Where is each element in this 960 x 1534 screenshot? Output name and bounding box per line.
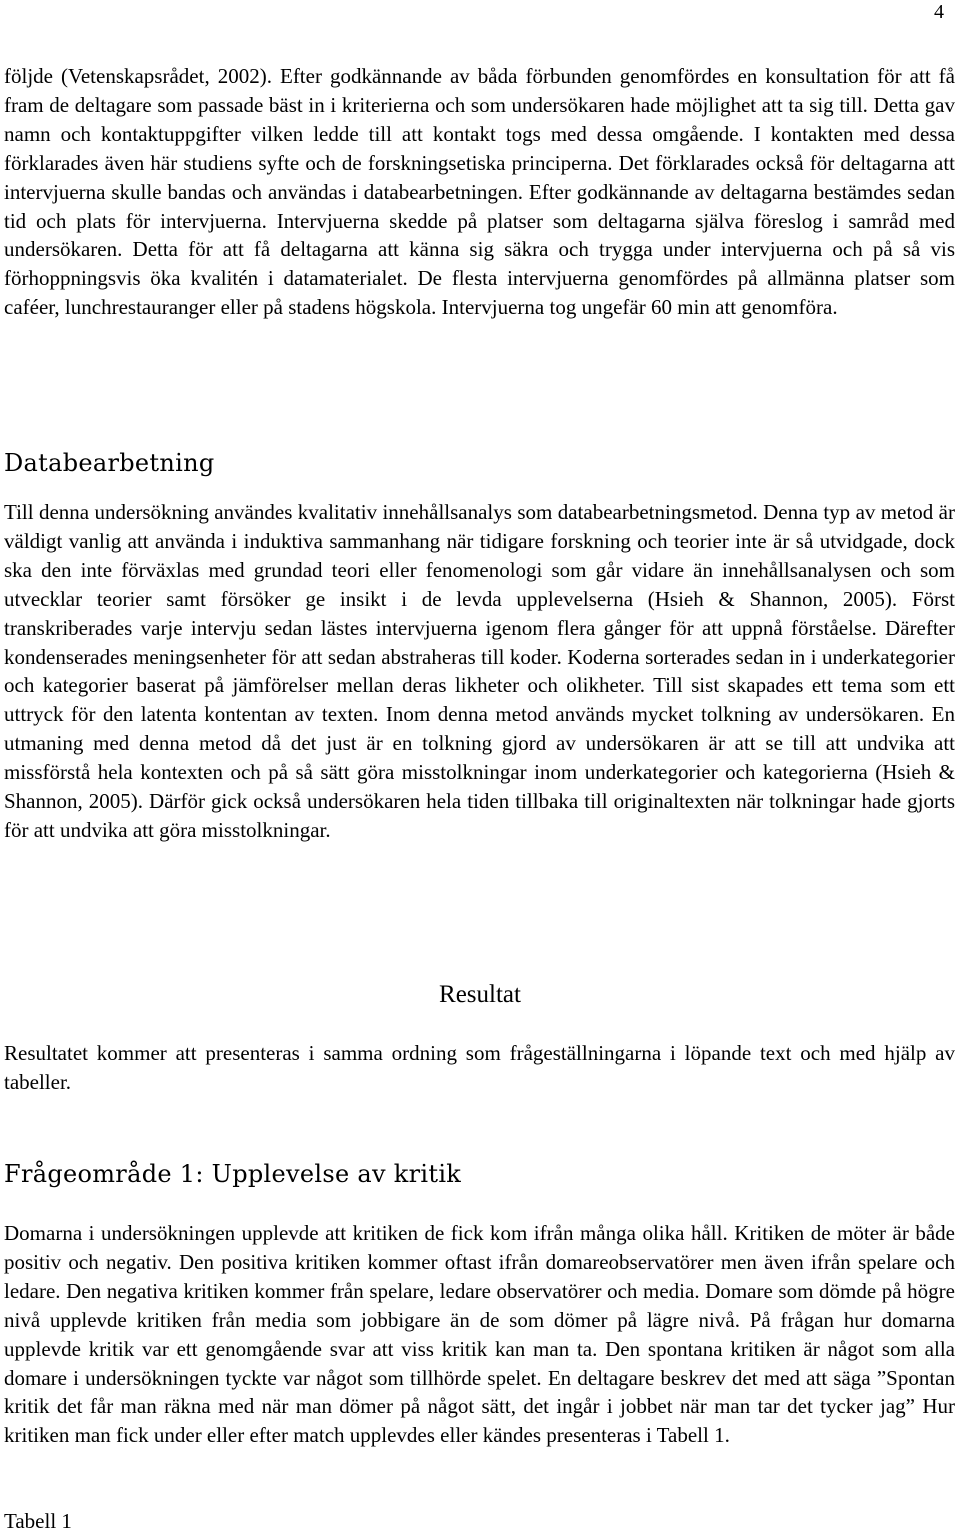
databearbetning-paragraph: Till denna undersökning användes kvalitativ innehållsanalys som databearbetningsmetod. Denna typ av metod är väldigt vanlig att använda i induktiva sammanhang när tidigare forskning och teorier inte är så utvidgade, dock ska den inte förväxlas med grundad teori eller fenomenologi som går vidare än innehållsanalysen och som utvecklar teorier samt försöker ge insikt i de levda upplevelserna (Hsieh & Shannon, 2005). Först transkriberades varje intervju sedan lästes intervjuerna igenom flera gånger för att uppnå förståelse. Därefter kondenserades meningsenheter för att sedan abstraheras till koder. Koderna sorterades sedan in i underkategorier och kategorier baserat på jämförelser mellan deras likheter och olikheter. Till sist skapades ett tema som ett uttryck för den latenta kontentan av texten. Inom denna metod används mycket tolkning av undersökaren. En utmaning med denna metod då det just är en tolkning gjord av undersökaren är att se till att undvika att missförstå hela kontexten och på så sätt göra misstolkningar inom underkategorier och kategorierna (Hsieh & Shannon, 2005). Därför gick också undersökaren hela tiden tillbaka till originaltexten när tolkningar hade gjorts för att undvika att göra misstolkningar. <box>4 500 955 842</box>
page-number: 4 <box>934 1 944 23</box>
table-caption: Tabell 1 <box>4 1509 72 1533</box>
section-heading-databearbetning: Databearbetning <box>4 449 215 477</box>
resultat-paragraph: Resultatet kommer att presenteras i samma ordning som frågeställningarna i löpande text och med hjälp av tabeller. <box>4 1041 955 1094</box>
fragomrade-1-paragraph: Domarna i undersökningen upplevde att kritiken de fick kom ifrån många olika håll. Kritiken de möter är både positiv och negativ. Den positiva kritiken kommer oftast ifrån domareobservatörer men även ifrån spelare och ledare. Den negativa kritiken kommer från spelare, ledare observatörer och media. Domare som dömde på högre nivå upplevde kritiken från media som jobbigare än de som dömer på lägre nivå. På frågan hur domarna upplevde kritik var ett genomgående svar att viss kritik kan man ta. Den spontana kritiken är något som alla domare i undersökningen tyckte var något som tillhörde spelet. En deltagare beskrev det med att säga ”Spontan kritik det får man räkna med när man dömer på något sätt, det ingår i jobbet när man tar det tycker jag” Hur kritiken man fick under eller efter match upplevdes eller kändes presenteras i Tabell 1. <box>4 1221 955 1448</box>
section-heading-resultat: Resultat <box>439 981 521 1008</box>
section-heading-fragomrade-1: Frågeområde 1: Upplevelse av kritik <box>4 1160 462 1188</box>
intro-paragraph: följde (Vetenskapsrådet, 2002). Efter godkännande av båda förbunden genomfördes en konsultation för att få fram de deltagare som passade bäst in i kriterierna och som undersökaren hade möjlighet att ta sig till. Detta gav namn och kontaktuppgifter vilken ledde till att kontakt togs med dessa omgående. I kontakten med dessa förklarades även här studiens syfte och de forskningsetiska principerna. Det förklarades också för deltagarna att intervjuerna skulle bandas och användas i databearbetningen. Efter godkännande av deltagarna bestämdes sedan tid och plats för intervjuerna. Intervjuerna skedde på platser som deltagarna själva föreslog i samråd med undersökaren. Detta för att få deltagarna att känna sig säkra och trygga under intervjuerna och på så vis förhoppningsvis öka kvalitén i datamaterialet. De flesta intervjuerna genomfördes på allmänna platser som caféer, lunchrestauranger eller på stadens högskola. Intervjuerna tog ungefär 60 min att genomföra. <box>4 64 955 320</box>
